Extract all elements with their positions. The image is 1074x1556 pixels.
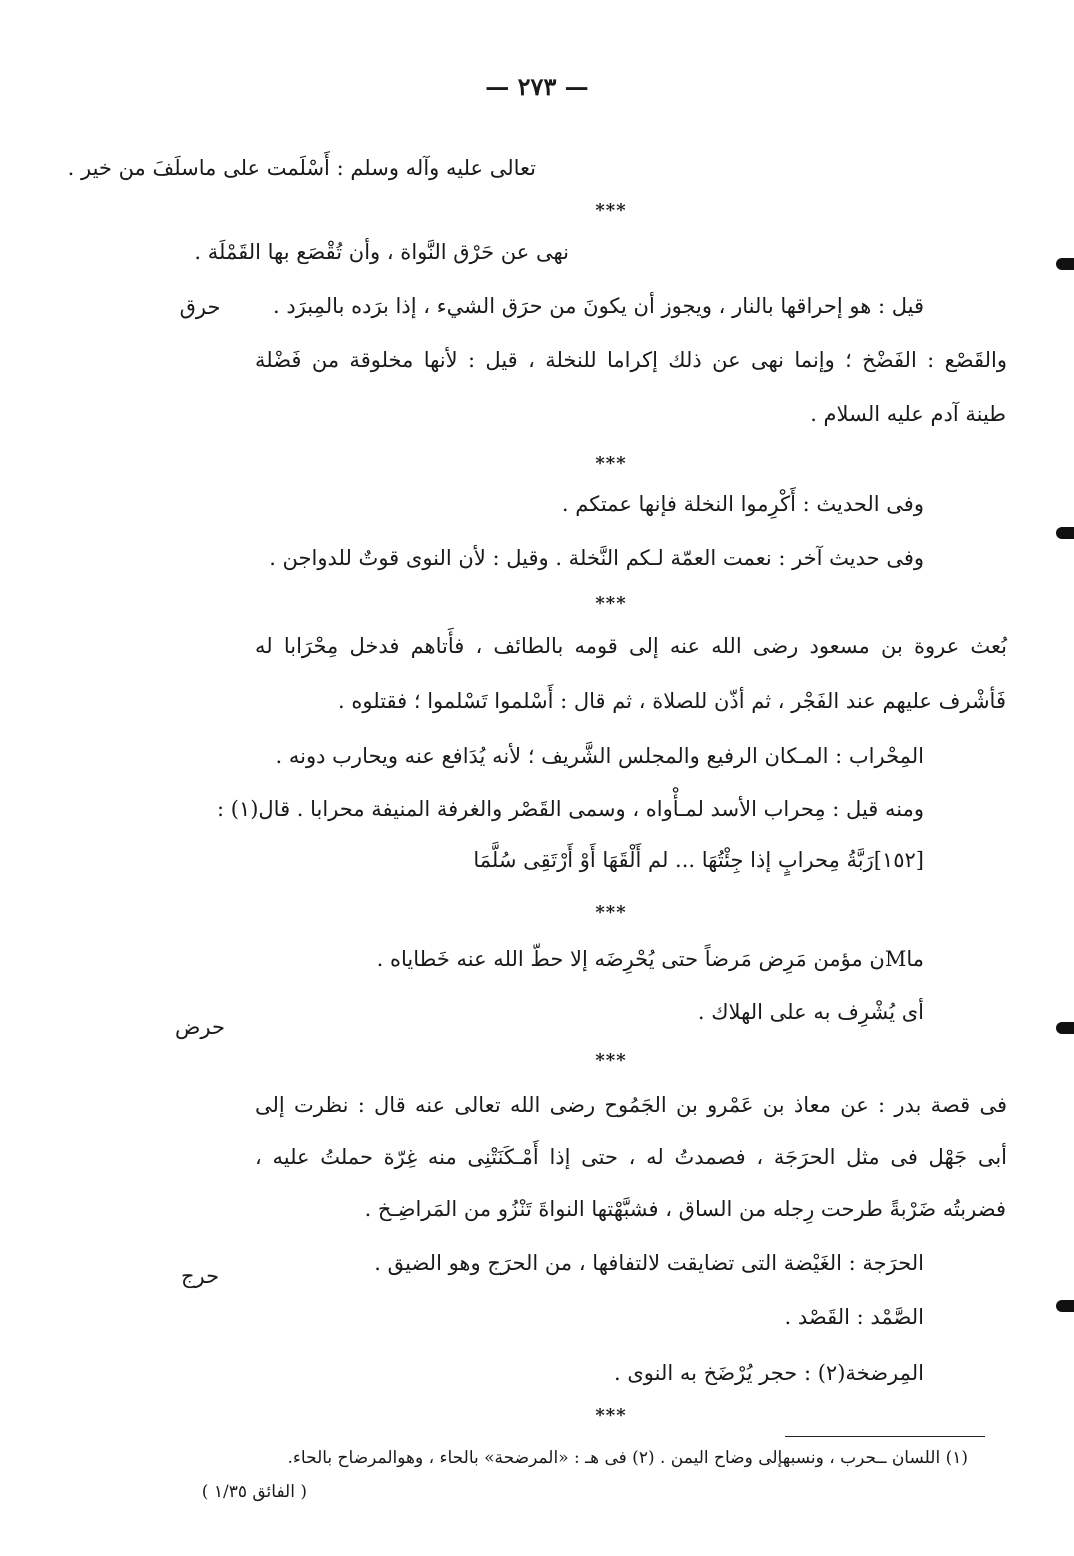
text-line: أى يُشْرِف به على الهلاك .	[697, 1000, 924, 1024]
text-line: فَأشْرف عليهم عند الفَجْر ، ثم أذّن للصلاة ، ثم قال : أَسْلموا تَسْلموا ؛ فقتلوه .	[338, 689, 1006, 713]
text-line: أبى جَهْل فى مثل الحرَجَة ، فصمدتُ له ، حتى إذا أَمْـكَنَتْنِى منه غِرّة حملتُ عليه ،	[255, 1145, 1007, 1169]
text-line: بُعث عروة بن مسعود رضى الله عنه إلى قومه بالطائف ، فأَتاهم فدخل مِحْرَابا له	[255, 634, 1008, 658]
verse-line: [١٥٢]رَبَّةُ مِحرابٍ إذا جِئْتُهَا ... لم أَلْقَهَا أَوْ أَرْتَقِى سُلَّمَا	[473, 848, 924, 872]
edge-mark	[1056, 1300, 1074, 1312]
section-separator: ***	[595, 1050, 627, 1071]
text-line: قيل : هو إحراقها بالنار ، ويجوز أن يكونَ من حرَق الشيء ، إذا برَده بالمِبرَد .	[273, 294, 924, 318]
margin-root-word: حرق	[179, 295, 221, 319]
footnote: (١) اللسان ــحرب ، ونسبهإلى وضاح اليمن . (٢) فى هـ : «المرضحة» بالحاء ، وهوالمرضاح بالحاء.	[287, 1448, 968, 1468]
text-line: الحرَجة : الغَيْضة التى تضايقت لالتفافها ، من الحرَج وهو الضيق .	[374, 1251, 924, 1275]
margin-root-word: حرض	[175, 1015, 225, 1039]
text-line: ماMن مؤمن مَرِض مَرضاً حتى يُحْرِضَه إلا حطّ الله عنه خَطاياه .	[376, 947, 924, 971]
section-separator: ***	[595, 200, 627, 221]
edge-mark	[1056, 1022, 1074, 1034]
text-line: فى قصة بدر : عن معاذ بن عَمْرو بن الجَمُوح رضى الله تعالى عنه قال : نظرت إلى	[255, 1093, 1007, 1117]
section-separator: ***	[595, 593, 627, 614]
footnote-rule	[785, 1436, 985, 1437]
section-separator: ***	[595, 902, 627, 923]
text-line: وفى حديث آخر : نعمت العمّة لـكم النَّخلة . وقيل : لأن النوى قوتٌ للدواجن .	[269, 546, 924, 570]
footnote: ( الفائق ١/٣٥ )	[201, 1482, 307, 1502]
text-line: نهى عن حَرْق النَّواة ، وأن تُقْصَع بها القَمْلَة .	[194, 240, 569, 264]
section-separator: ***	[595, 453, 627, 474]
text-line: وفى الحديث : أَكْرِموا النخلة فإنها عمتكم .	[561, 492, 924, 516]
text-line: والقَصْع : الفَضْخ ؛ وإنما نهى عن ذلك إكراما للنخلة ، قيل : لأنها مخلوقة من فَضْلة	[255, 348, 1007, 372]
page-number: — ٢٧٣ —	[485, 72, 589, 101]
text-line: المِرضخة(٢) : حجر يُرْضَخ به النوى .	[614, 1361, 924, 1385]
margin-root-word: حرج	[180, 1264, 220, 1288]
text-line: ومنه قيل : مِحراب الأسد لمـأْواه ، وسمى القَصْر والغرفة المنيفة محرابا . قال(١) :	[216, 797, 924, 821]
text-line: الصَّمْد : القَصْد .	[784, 1305, 924, 1329]
text-line: المِحْراب : المـكان الرفيع والمجلس الشَّريف ؛ لأنه يُدَافع عنه ويحارب دونه .	[275, 744, 924, 768]
edge-mark	[1056, 258, 1074, 270]
section-separator: ***	[595, 1405, 627, 1426]
text-line: تعالى عليه وآله وسلم : أَسْلَمت على ماسلَفَ من خير .	[67, 156, 536, 180]
edge-mark	[1056, 527, 1074, 539]
text-line: فضربتُه ضَرْبةً طرحت رِجله من الساق ، فشبَّهْتها النواةَ تَنْزُو من المَراضِـخ .	[364, 1197, 1006, 1221]
text-line: طينة آدم عليه السلام .	[810, 402, 1006, 426]
